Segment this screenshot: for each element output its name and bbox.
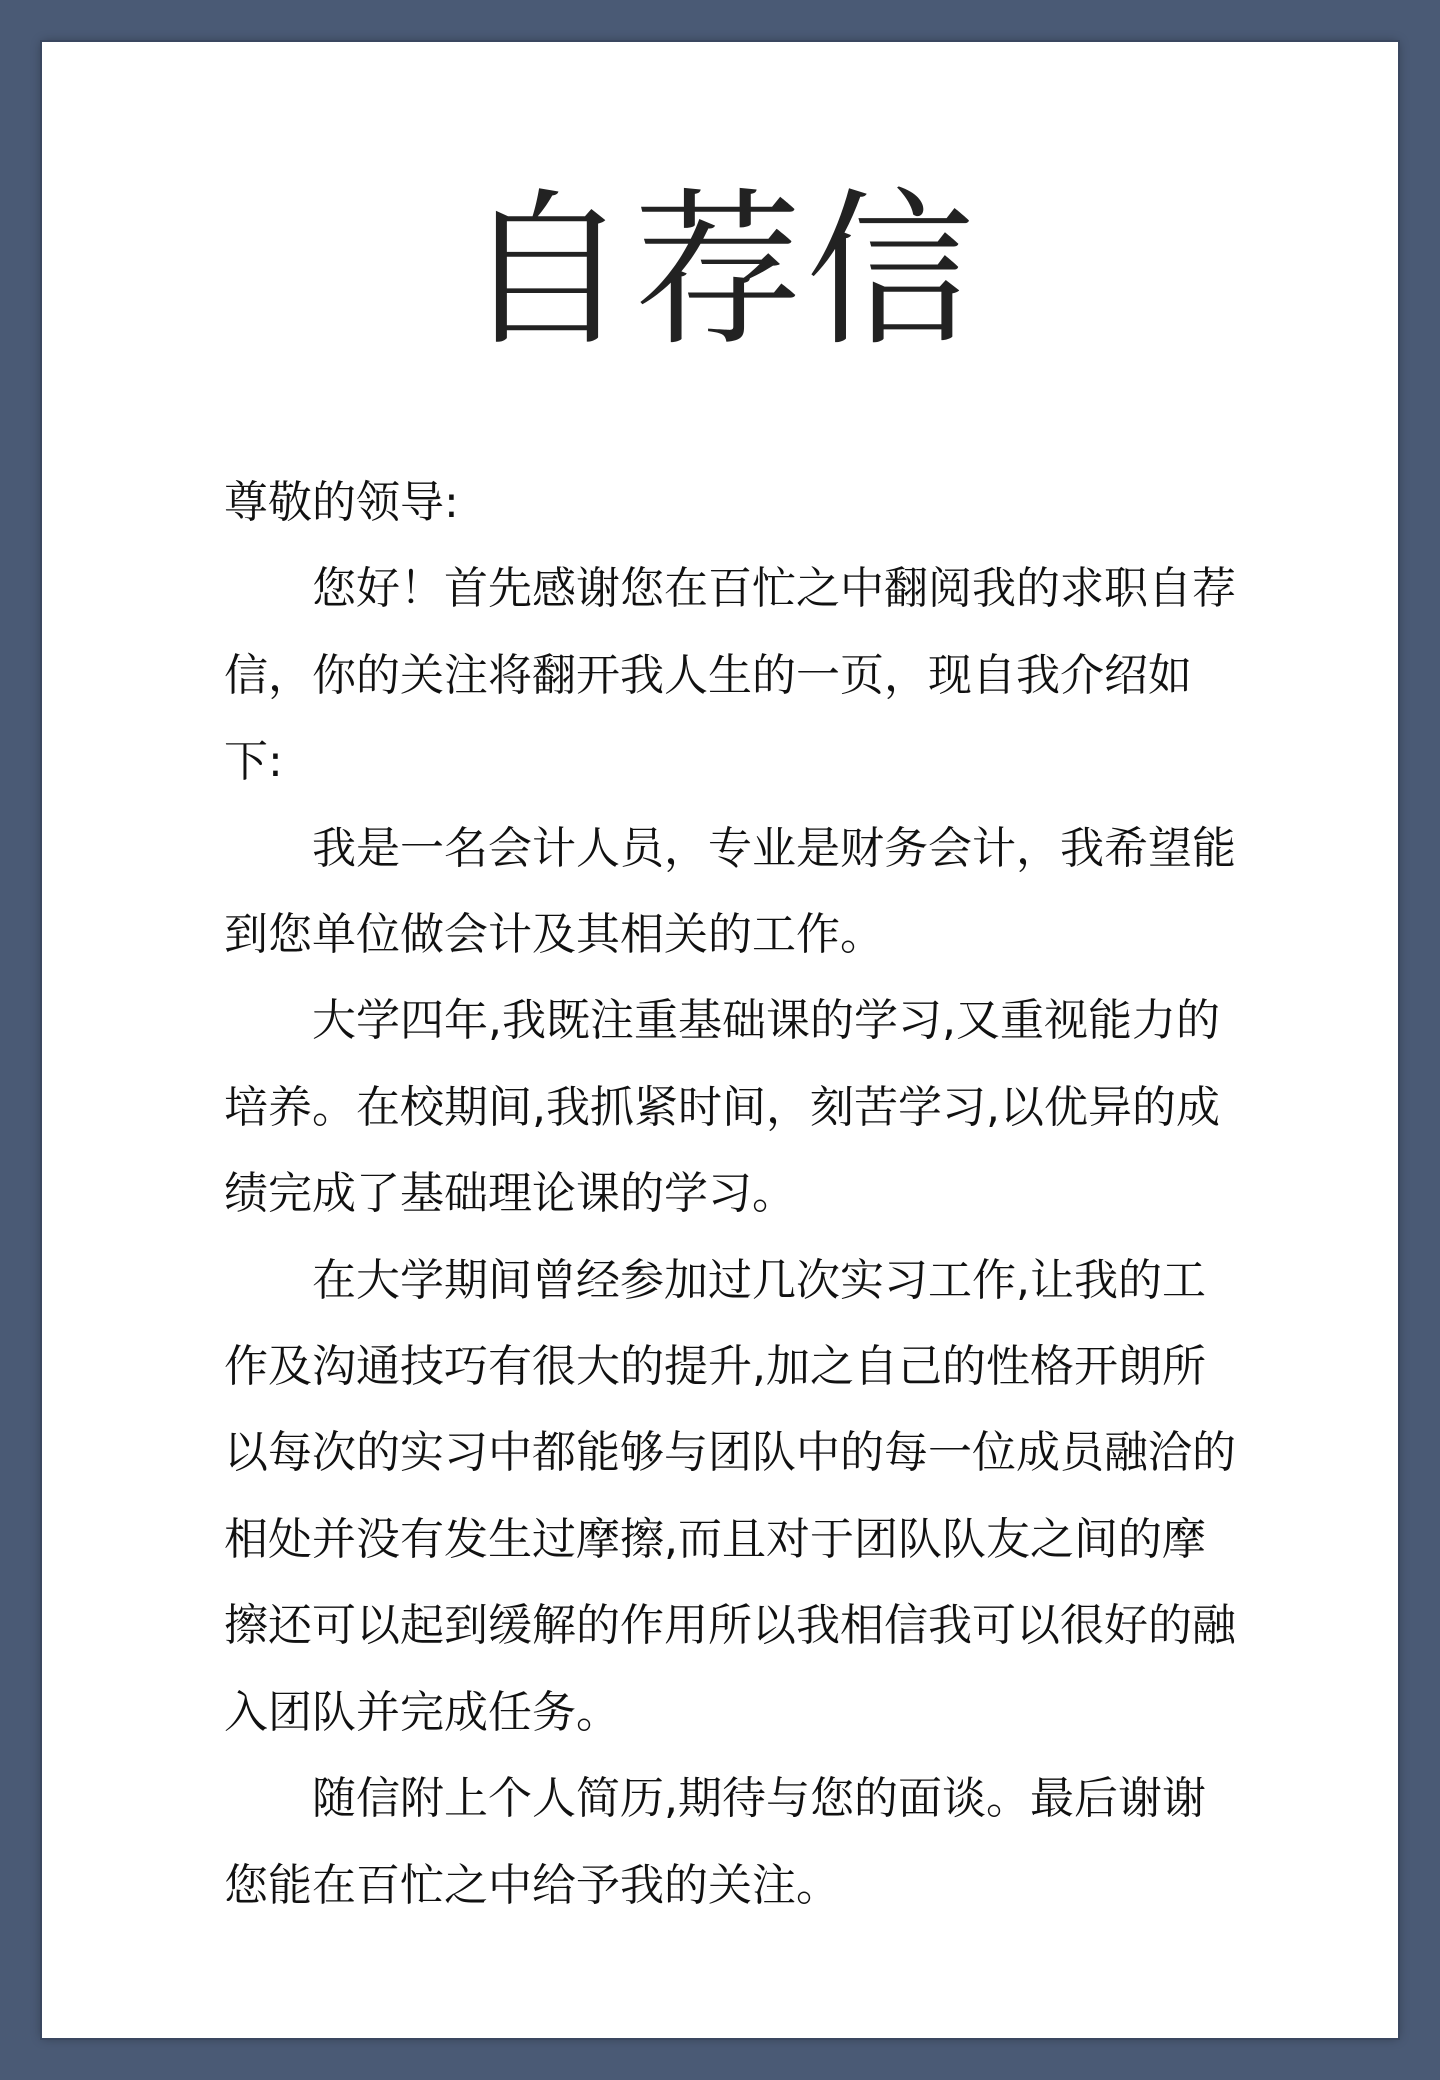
letter-paragraph: 大学四年,我既注重基础课的学习,又重视能力的培养。在校期间,我抓紧时间，刻苦学习,以优异的成绩完成了基础理论课的学习。: [224, 995, 1220, 1220]
letter-page: [42, 42, 1398, 2038]
letter-paragraph: 在大学期间曾经参加过几次实习工作,让我的工作及沟通技巧有很大的提升,加之自己的性格开朗所以每次的实习中都能够与团队中的每一位成员融洽的相处并没有发生过摩擦,而且对于团队队友之间的摩擦还可以起到缓解的作用所以我相信我可以很好的融入团队并完成任务。: [224, 1254, 1236, 1738]
letter-title: 自荐信: [462, 173, 978, 369]
letter-greeting: 尊敬的领导:: [224, 477, 459, 528]
letter-paragraph: 随信附上个人简历,期待与您的面谈。最后谢谢您能在百忙之中给予我的关注。: [224, 1773, 1206, 1911]
letter-paragraph: 我是一名会计人员，专业是财务会计，我希望能到您单位做会计及其相关的工作。: [224, 822, 1236, 961]
letter-paragraph: 您好！首先感谢您在百忙之中翻阅我的求职自荐信，你的关注将翻开我人生的一页，现自我介绍如下:: [224, 563, 1236, 788]
letter-body: [224, 460, 1244, 1929]
